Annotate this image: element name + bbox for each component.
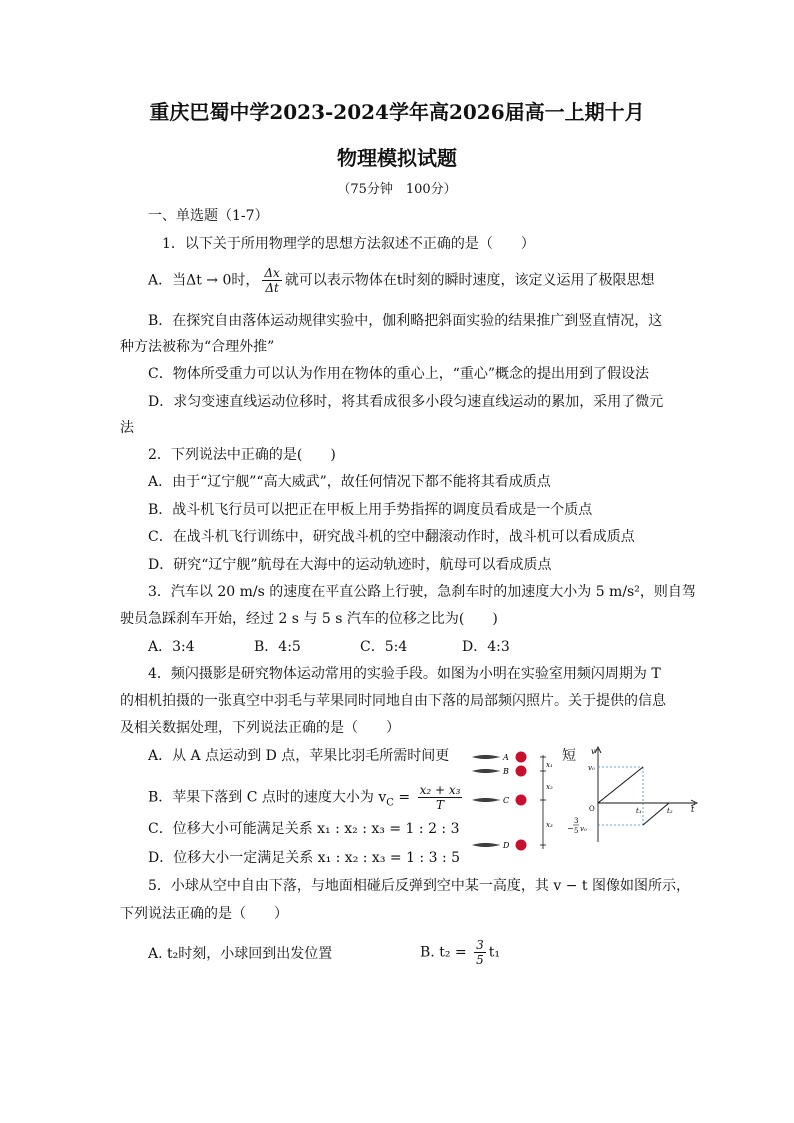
svg-text:5: 5 — [574, 827, 579, 835]
q1-a-suffix: 就可以表示物体在t时刻的瞬时速度，该定义运用了极限思想 — [284, 272, 655, 289]
t1-label: t₁ — [636, 807, 642, 815]
x3-label: x₃ — [546, 821, 553, 829]
q2-stem: 2．下列说法中正确的是( ) — [148, 447, 336, 463]
fall-segment — [598, 767, 643, 803]
q4-b-fraction — [418, 783, 463, 812]
q4-option-d: D．位移大小一定满足关系 x₁ : x₂ : x₃ = 1 : 3 : 5 — [148, 850, 461, 866]
exam-title-line1: 重庆巴蜀中学2023-2024学年高2026届高一上期十月 — [149, 100, 645, 124]
origin-label: O — [589, 805, 595, 813]
q2-option-a: A．由于“辽宁舰”“高大威武”，故任何情况下都不能将其看成质点 — [148, 474, 551, 490]
point-c-label: C — [503, 796, 510, 805]
q1-option-a — [148, 266, 654, 295]
q5-stem-line2: 下列说法正确的是（ ） — [120, 906, 288, 922]
q1-a-frac-num: Δx — [264, 266, 280, 280]
v-t-graph — [565, 745, 700, 845]
q1-a-fraction — [262, 266, 281, 295]
q1-option-d-line1: D．求匀变速直线运动位移时，将其看成很多小段匀速直线运动的累加，采用了微元 — [148, 394, 664, 410]
apple-d-icon — [516, 840, 527, 851]
q4-stem-line2: 的相机拍摄的一张真空中羽毛与苹果同时同地自由下落的局部频闪照片。关于提供的信息 — [120, 693, 666, 709]
exam-duration-score: （75分钟 100分） — [337, 182, 457, 197]
q4-b-eq: = — [393, 789, 415, 806]
q3-option-b: B．4:5 — [254, 639, 301, 655]
q1-option-b-line2: 种方法被称为“合理外推” — [120, 339, 275, 355]
neg-three-fifths-v0-label — [567, 817, 587, 835]
feather-b-icon — [472, 769, 500, 773]
q5-b-frac-num: 3 — [476, 938, 484, 952]
q4-option-a: A．从 A 点运动到 D 点，苹果比羽毛所需时间更 — [148, 748, 450, 764]
q4-option-c: C．位移大小可能满足关系 x₁ : x₂ : x₃ = 1 : 2 : 3 — [148, 821, 460, 837]
q5-b-frac-den: 5 — [476, 953, 484, 967]
q1-a-frac-den: Δt — [265, 281, 279, 295]
q5-option-a: A. t₂时刻，小球回到出发位置 — [148, 946, 333, 962]
q4-option-b — [148, 783, 465, 812]
q4-option-a-overflow: 短 — [562, 748, 576, 764]
q4-b-frac-num: x₂ + x₃ — [419, 783, 461, 797]
q4-b-sub: C — [386, 797, 394, 809]
q3-option-d: D．4:3 — [462, 639, 510, 655]
q2-option-d: D．研究“辽宁舰”航母在大海中的运动轨迹时，航母可以看成质点 — [148, 557, 552, 573]
q4-stem-line1: 4．频闪摄影是研究物体运动常用的实验手段。如图为小明在实验室用频闪周期为 T — [148, 666, 661, 682]
rebound-segment — [643, 803, 669, 825]
q4-b-prefix: B．苹果下落到 C 点时的速度大小为 v — [148, 789, 387, 806]
x1-label: x₁ — [546, 761, 553, 769]
q1-option-c: C．物体所受重力可以认为作用在物体的重心上，“重心”概念的提出用到了假设法 — [148, 366, 650, 382]
feather-a-icon — [472, 755, 500, 759]
q3-stem-line2: 驶员急踩刹车开始，经过 2 s 与 5 s 汽车的位移之比为( ) — [120, 611, 498, 627]
q4-stem-line3: 及相关数据处理，下列说法正确的是（ ） — [120, 720, 400, 736]
section-heading: 一、单选题（1-7） — [148, 208, 269, 224]
point-b-label: B — [503, 767, 509, 776]
q1-option-b-line1: B．在探究自由落体运动规律实验中，伽利略把斜面实验的结果推广到竖直情况，这 — [148, 313, 663, 329]
point-d-label: D — [503, 841, 510, 850]
t-axis-label: t — [691, 805, 695, 814]
t2-label: t₂ — [667, 807, 673, 815]
q4-b-frac-den: T — [435, 798, 444, 812]
feather-d-icon — [472, 843, 500, 847]
feather-c-icon — [472, 798, 500, 802]
v-axis-label: v — [591, 747, 596, 756]
q3-option-a: A．3:4 — [148, 639, 195, 655]
svg-text:v₀: v₀ — [580, 825, 587, 833]
q1-stem: 1．以下关于所用物理学的思想方法叙述不正确的是（ ） — [162, 236, 535, 252]
q3-stem-line1: 3．汽车以 20 m/s 的速度在平直公路上行驶，急刹车时的加速度大小为 5 m/s²，则自驾 — [148, 584, 696, 600]
q1-option-d-line2: 法 — [120, 420, 134, 436]
q3-option-c: C．5:4 — [360, 639, 408, 655]
svg-text:−: − — [567, 824, 574, 833]
q5-b-prefix: B. t₂ = — [420, 944, 472, 961]
apple-a-icon — [516, 752, 527, 763]
q2-option-b: B．战斗机飞行员可以把正在甲板上用手势指挥的调度员看成是一个质点 — [148, 502, 593, 518]
q1-a-prefix: A．当Δt → 0时， — [148, 272, 260, 289]
q2-option-c: C．在战斗机飞行训练中，研究战斗机的空中翻滚动作时，战斗机可以看成质点 — [148, 529, 635, 545]
q5-b-fraction — [474, 938, 486, 967]
exam-title-line2: 物理模拟试题 — [337, 146, 457, 170]
apple-c-icon — [516, 795, 527, 806]
point-a-label: A — [503, 753, 509, 762]
q5-option-b — [420, 938, 500, 967]
q5-stem-line1: 5．小球从空中自由下落，与地面相碰后反弹到空中某一高度，其 v − t 图像如图所示， — [148, 878, 690, 894]
strobe-photo-figure — [470, 745, 575, 857]
v0-label: v₀ — [588, 764, 595, 772]
x2-label: x₂ — [546, 783, 553, 791]
q5-b-suffix: t₁ — [488, 944, 500, 961]
svg-text:3: 3 — [574, 817, 579, 825]
apple-b-icon — [516, 766, 527, 777]
